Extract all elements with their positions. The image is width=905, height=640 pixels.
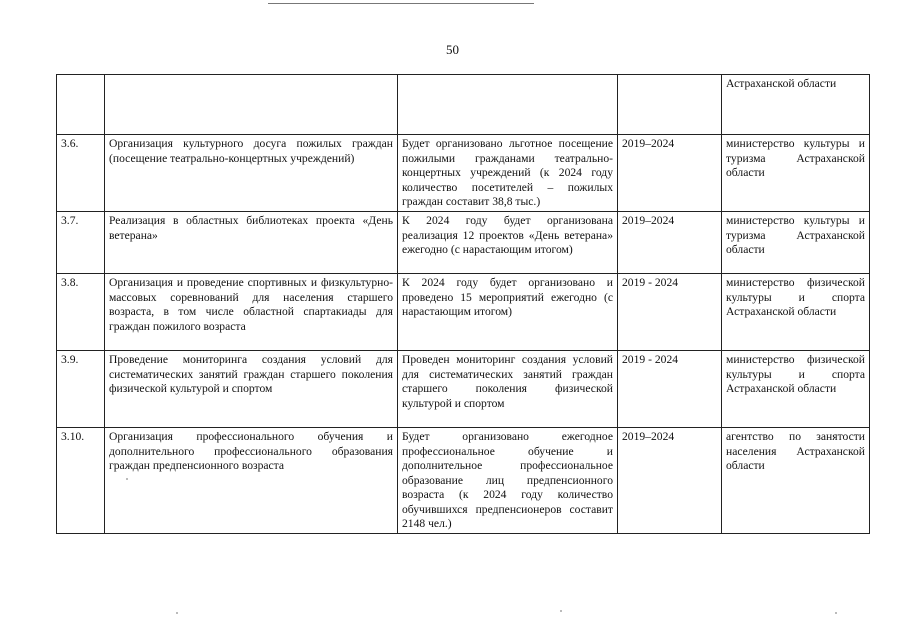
top-rule bbox=[268, 3, 534, 4]
period-cell: 2019 - 2024 bbox=[618, 351, 722, 428]
result-cell: К 2024 году будет организована реализация 12 проектов «День ветерана» ежегодно (с нарастающим итогом) bbox=[398, 212, 618, 274]
table-row bbox=[57, 428, 870, 534]
measures-table bbox=[56, 74, 870, 534]
period-cell: 2019–2024 bbox=[618, 212, 722, 274]
row-number: 3.8. bbox=[57, 274, 105, 351]
responsible-cell: министерство физической культуры и спорта Астраханской области bbox=[722, 274, 870, 351]
result-cell: Проведен мониторинг создания условий для систематических занятий граждан старшего поколения физической культурой и спортом bbox=[398, 351, 618, 428]
table-row bbox=[57, 274, 870, 351]
period-cell: 2019 - 2024 bbox=[618, 274, 722, 351]
responsible-cell: министерство культуры и туризма Астраханской области bbox=[722, 135, 870, 212]
responsible-cell: Астраханской области bbox=[722, 75, 870, 135]
action-cell: Организация профессионального обучения и дополнительного профессионального образования граждан предпенсионного возраста bbox=[105, 428, 398, 534]
period-cell bbox=[618, 75, 722, 135]
responsible-cell: агентство по занятости населения Астраханской области bbox=[722, 428, 870, 534]
row-number: 3.10. bbox=[57, 428, 105, 534]
responsible-cell: министерство культуры и туризма Астраханской области bbox=[722, 212, 870, 274]
row-number: 3.7. bbox=[57, 212, 105, 274]
action-cell: Организация культурного досуга пожилых граждан (посещение театрально-концертных учреждений) bbox=[105, 135, 398, 212]
result-cell: К 2024 году будет организовано и проведено 15 мероприятий ежегодно (с нарастающим итогом) bbox=[398, 274, 618, 351]
scan-speck bbox=[835, 612, 837, 614]
action-cell: Реализация в областных библиотеках проекта «День ветерана» bbox=[105, 212, 398, 274]
result-cell: Будет организовано льготное посещение пожилыми гражданами театрально-концертных учреждений (к 2024 году количество посетителей – пожилых граждан составит 38,8 тыс.) bbox=[398, 135, 618, 212]
action-cell: Проведение мониторинга создания условий для систематических занятий граждан старшего поколения физической культурой и спортом bbox=[105, 351, 398, 428]
row-number bbox=[57, 75, 105, 135]
scan-speck bbox=[176, 612, 178, 614]
table-row bbox=[57, 212, 870, 274]
period-cell: 2019–2024 bbox=[618, 428, 722, 534]
scan-speck bbox=[126, 478, 128, 480]
action-cell bbox=[105, 75, 398, 135]
result-cell bbox=[398, 75, 618, 135]
period-cell: 2019–2024 bbox=[618, 135, 722, 212]
table-row bbox=[57, 135, 870, 212]
action-cell: Организация и проведение спортивных и физкультурно-массовых соревнований для населения старшего возраста, в том числе областной спартакиады для граждан пожилого возраста bbox=[105, 274, 398, 351]
row-number: 3.9. bbox=[57, 351, 105, 428]
table-row bbox=[57, 351, 870, 428]
result-cell: Будет организовано ежегодное профессиональное обучение и дополнительное профессиональное образование лиц предпенсионного возраста (к 2024 году количество обучившихся предпенсионеров составит 2148 чел.) bbox=[398, 428, 618, 534]
responsible-cell: министерство физической культуры и спорта Астраханской области bbox=[722, 351, 870, 428]
scan-speck bbox=[560, 610, 562, 612]
table-row bbox=[57, 75, 870, 135]
page-number: 50 bbox=[446, 42, 459, 57]
row-number: 3.6. bbox=[57, 135, 105, 212]
